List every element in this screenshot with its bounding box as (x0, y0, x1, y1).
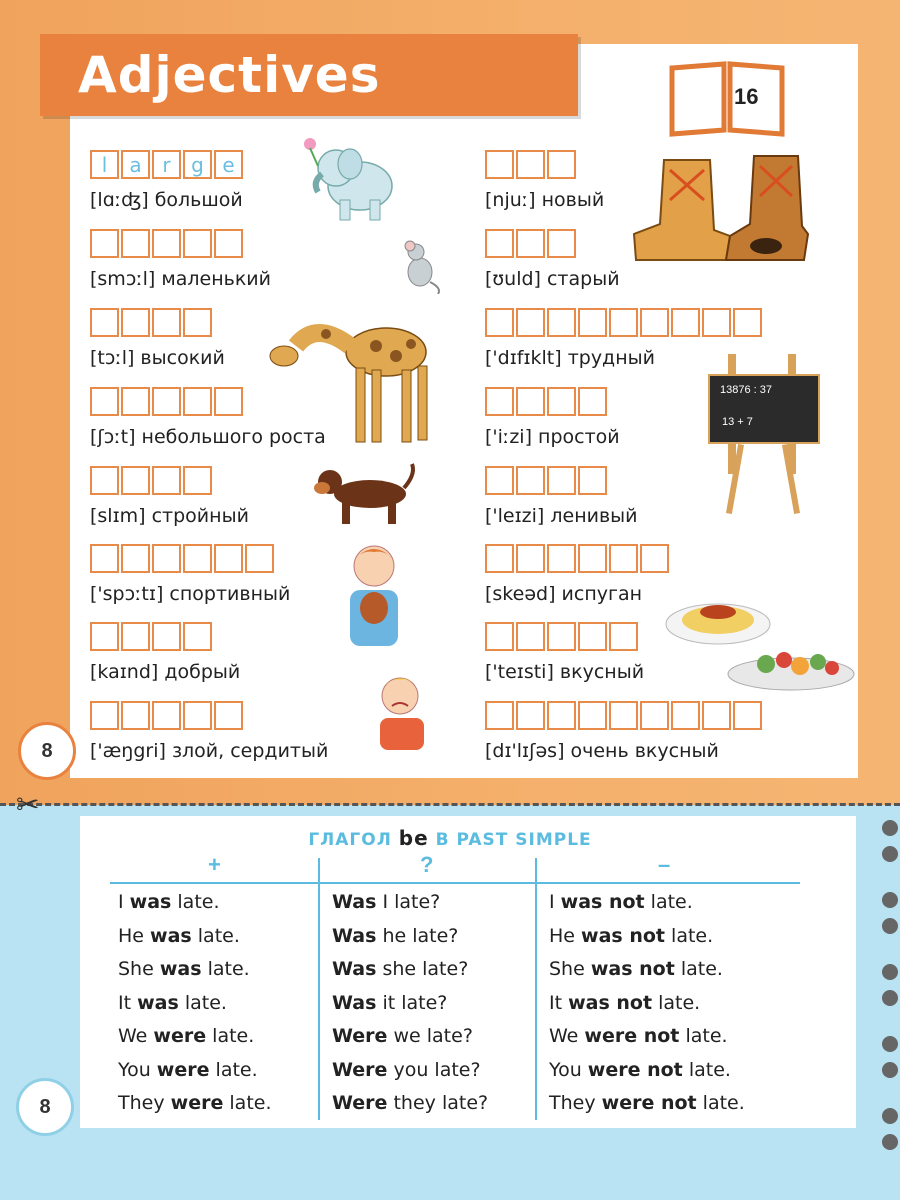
verb: Was (332, 891, 377, 913)
grammar-row (118, 1020, 272, 1054)
letter-box[interactable] (183, 229, 212, 258)
left-word-entry (90, 622, 240, 683)
letter-box[interactable] (578, 387, 607, 416)
scissors-icon: ✂ (16, 788, 40, 821)
letter-box[interactable] (183, 544, 212, 573)
subject: You (118, 1058, 151, 1081)
letter-box[interactable] (214, 544, 243, 573)
complement: late. (212, 1025, 255, 1047)
letter-box[interactable] (121, 701, 150, 730)
grammar-row (549, 1087, 745, 1121)
question-rest: he late? (382, 924, 459, 947)
grammar-row (118, 1087, 272, 1121)
complement: late. (702, 1092, 745, 1114)
letter-boxes (485, 150, 604, 179)
subject: I (118, 891, 124, 913)
letter-box[interactable] (702, 701, 731, 730)
transcription-label: ['teɪsti] вкусный (485, 661, 645, 683)
left-word-entry (90, 150, 245, 211)
grammar-title-verb: be (398, 826, 429, 850)
letter-box[interactable]: g (183, 150, 212, 179)
binder-hole (882, 892, 898, 908)
letter-box[interactable] (547, 466, 576, 495)
letter-box[interactable] (485, 308, 514, 337)
complement: late. (184, 991, 227, 1014)
letter-boxes (485, 229, 620, 258)
letter-box[interactable] (516, 466, 545, 495)
letter-box[interactable] (485, 701, 514, 730)
letter-box[interactable] (152, 622, 181, 651)
question-column (332, 886, 488, 1121)
letter-boxes (90, 622, 240, 651)
right-word-entry (485, 387, 620, 448)
complement: late. (177, 891, 220, 913)
verb: were not (584, 1025, 680, 1047)
grammar-row (549, 1020, 745, 1054)
letter-box[interactable] (183, 308, 212, 337)
letter-boxes (485, 544, 671, 573)
binder-hole (882, 964, 898, 980)
grammar-row (332, 1054, 488, 1088)
book-number: 16 (734, 84, 759, 109)
question-rest: she late? (382, 958, 469, 980)
letter-box[interactable] (733, 308, 762, 337)
letter-box[interactable] (578, 544, 607, 573)
column-divider (318, 858, 320, 1120)
letter-box[interactable] (516, 308, 545, 337)
letter-box[interactable] (516, 229, 545, 258)
letter-box[interactable] (90, 387, 119, 416)
letter-box[interactable] (547, 701, 576, 730)
negative-column-header: – (658, 852, 671, 877)
letter-box[interactable] (516, 544, 545, 573)
letter-box[interactable] (90, 544, 119, 573)
letter-boxes (90, 466, 249, 495)
verb: was (150, 924, 192, 947)
letter-box[interactable] (609, 622, 638, 651)
mouse-illustration (398, 238, 444, 294)
subject: He (118, 924, 144, 947)
transcription-label: [dɪ'lɪʃəs] очень вкусный (485, 740, 719, 762)
letter-box[interactable] (121, 229, 150, 258)
giraffe-illustration (266, 290, 442, 446)
verb: was (129, 891, 172, 913)
letter-boxes (485, 387, 620, 416)
question-column-header: ? (420, 852, 434, 877)
letter-box[interactable] (152, 229, 181, 258)
letter-box[interactable] (245, 544, 274, 573)
grammar-row (118, 987, 272, 1021)
subject: You (549, 1058, 582, 1081)
transcription-label: ['spɔːtɪ] спортивный (90, 583, 291, 605)
grammar-row (332, 987, 488, 1021)
transcription-label: [tɔːl] высокий (90, 347, 225, 369)
left-word-entry (90, 544, 290, 605)
letter-box[interactable] (183, 387, 212, 416)
binder-hole (882, 990, 898, 1006)
grammar-row (332, 953, 488, 987)
transcription-label: [lɑːʤ] большой (90, 189, 243, 211)
subject: We (118, 1025, 148, 1047)
letter-boxes (90, 229, 271, 258)
left-word-entry (90, 308, 225, 369)
complement: late. (680, 958, 723, 980)
letter-boxes (90, 701, 328, 730)
letter-box[interactable]: l (90, 150, 119, 179)
binder-hole (882, 820, 898, 836)
question-rest: they late? (393, 1092, 489, 1114)
pasta-plate-illustration (664, 590, 772, 648)
page-title: Adjectives (78, 46, 381, 104)
letter-box[interactable] (547, 387, 576, 416)
verb: Was (332, 958, 377, 980)
binder-hole (882, 846, 898, 862)
letter-box[interactable] (152, 387, 181, 416)
letter-box[interactable] (121, 308, 150, 337)
letter-box[interactable] (547, 308, 576, 337)
page-number-badge: 8 (18, 722, 76, 780)
letter-box[interactable] (121, 622, 150, 651)
grammar-row (549, 920, 745, 954)
letter-box[interactable] (640, 701, 669, 730)
letter-box[interactable] (609, 701, 638, 730)
question-rest: I late? (382, 891, 441, 913)
grammar-row (118, 920, 272, 954)
letter-box[interactable] (152, 544, 181, 573)
letter-box[interactable] (152, 308, 181, 337)
subject: We (549, 1025, 579, 1047)
grammar-row (549, 1054, 745, 1088)
blackboard-illustration (708, 368, 818, 518)
transcription-label: [ʊuld] старый (485, 268, 620, 290)
letter-box[interactable] (90, 466, 119, 495)
question-rest: you late? (393, 1058, 481, 1081)
letter-box[interactable] (485, 544, 514, 573)
letter-box[interactable] (121, 466, 150, 495)
transcription-label: [njuː] новый (485, 189, 605, 211)
complement: late. (658, 991, 701, 1014)
letter-box[interactable] (90, 308, 119, 337)
complement: late. (688, 1058, 731, 1081)
binder-hole (882, 1036, 898, 1052)
letter-box[interactable] (90, 622, 119, 651)
complement: late. (215, 1058, 258, 1081)
right-word-entry (485, 150, 604, 211)
letter-box[interactable] (578, 308, 607, 337)
angry-boy-illustration (370, 668, 434, 752)
boy-with-puppy-illustration (340, 538, 408, 656)
verb: was not (590, 958, 675, 980)
subject: It (549, 991, 563, 1014)
transcription-label: [kaɪnd] добрый (90, 661, 241, 683)
right-word-entry (485, 622, 644, 683)
letter-boxes (485, 701, 764, 730)
grammar-title-suffix: В PAST SIMPLE (435, 830, 592, 850)
table-header-divider (110, 882, 800, 884)
subject: They (118, 1092, 165, 1114)
grammar-row (118, 953, 272, 987)
verb: were (170, 1092, 224, 1114)
verb: were not (587, 1058, 683, 1081)
letter-box[interactable] (547, 544, 576, 573)
grammar-row (549, 953, 745, 987)
salad-plate-illustration (726, 642, 856, 692)
verb: were (153, 1025, 207, 1047)
transcription-label: [slɪm] стройный (90, 505, 249, 527)
letter-box[interactable] (152, 701, 181, 730)
letter-box[interactable] (152, 466, 181, 495)
transcription-label: ['æŋgri] злой, сердитый (90, 740, 329, 762)
letter-boxes (90, 308, 225, 337)
letter-boxes (485, 466, 638, 495)
subject: He (549, 924, 575, 947)
letter-box[interactable] (485, 150, 514, 179)
letter-box[interactable] (578, 701, 607, 730)
boots-illustration (630, 150, 810, 268)
verb: Were (332, 1058, 388, 1081)
letter-box[interactable] (609, 544, 638, 573)
transcription-label: ['iːzi] простой (485, 426, 620, 448)
verb: was not (568, 991, 653, 1014)
complement: late. (671, 924, 714, 947)
dachshund-illustration (312, 458, 418, 528)
letter-box[interactable] (485, 387, 514, 416)
right-word-entry (485, 229, 620, 290)
verb: Were (332, 1025, 388, 1047)
verb: Was (332, 924, 377, 947)
letter-box[interactable] (214, 229, 243, 258)
right-word-entry (485, 466, 638, 527)
letter-box[interactable] (485, 229, 514, 258)
binder-hole (882, 1108, 898, 1124)
letter-box[interactable] (578, 622, 607, 651)
grammar-row (118, 886, 272, 920)
grammar-title-prefix: ГЛАГОЛ (308, 830, 392, 850)
letter-boxes (485, 622, 644, 651)
letter-box[interactable] (90, 229, 119, 258)
grammar-row (118, 1054, 272, 1088)
complement: late. (197, 924, 240, 947)
letter-box[interactable] (578, 466, 607, 495)
grammar-row (332, 1020, 488, 1054)
blackboard-line-2: 13 + 7 (722, 416, 753, 428)
letter-box[interactable] (547, 229, 576, 258)
complement: late. (685, 1025, 728, 1047)
transcription-label: [skeəd] испуган (485, 583, 643, 605)
transcription-label: ['leɪzi] ленивый (485, 505, 638, 527)
verb: Were (332, 1092, 388, 1114)
letter-box[interactable] (547, 622, 576, 651)
letter-box[interactable] (733, 701, 762, 730)
cut-line (0, 803, 900, 806)
letter-box[interactable] (121, 544, 150, 573)
letter-box[interactable] (90, 701, 119, 730)
letter-box[interactable] (183, 622, 212, 651)
question-rest: it late? (382, 991, 448, 1014)
right-word-entry (485, 701, 764, 762)
grammar-row (332, 886, 488, 920)
letter-box[interactable] (121, 387, 150, 416)
letter-boxes (90, 544, 290, 573)
letter-box[interactable] (702, 308, 731, 337)
letter-box[interactable]: a (121, 150, 150, 179)
verb: were (156, 1058, 210, 1081)
verb: was (137, 991, 179, 1014)
negative-column (549, 886, 745, 1121)
verb: Was (332, 991, 377, 1014)
grammar-row (549, 886, 745, 920)
letter-box[interactable] (640, 308, 669, 337)
subject: They (549, 1092, 596, 1114)
letter-box[interactable] (547, 150, 576, 179)
letter-box[interactable]: e (214, 150, 243, 179)
positive-column-header: + (208, 852, 221, 877)
letter-box[interactable] (671, 701, 700, 730)
question-rest: we late? (393, 1025, 473, 1047)
grammar-row (549, 987, 745, 1021)
grammar-title (0, 826, 900, 850)
subject: It (118, 991, 132, 1014)
letter-box[interactable] (671, 308, 700, 337)
complement: late. (207, 958, 250, 980)
letter-box[interactable] (214, 387, 243, 416)
left-word-entry (90, 701, 328, 762)
letter-box[interactable] (640, 544, 669, 573)
subject: She (118, 958, 154, 980)
letter-box[interactable] (183, 466, 212, 495)
page-number-badge-bottom: 8 (16, 1078, 74, 1136)
grammar-row (332, 920, 488, 954)
grammar-row (332, 1087, 488, 1121)
transcription-label: [smɔːl] маленький (90, 268, 271, 290)
letter-box[interactable] (214, 701, 243, 730)
binder-hole (882, 1134, 898, 1150)
complement: late. (229, 1092, 272, 1114)
letter-box[interactable] (609, 308, 638, 337)
left-word-entry (90, 466, 249, 527)
open-book-icon (668, 60, 786, 138)
binder-hole (882, 918, 898, 934)
complement: late. (650, 891, 693, 913)
letter-box[interactable] (516, 387, 545, 416)
letter-box[interactable] (516, 150, 545, 179)
elephant-illustration (298, 134, 406, 224)
left-word-entry (90, 229, 271, 290)
column-divider (535, 858, 537, 1120)
letter-box[interactable] (485, 622, 514, 651)
letter-box[interactable]: r (152, 150, 181, 179)
right-word-entry (485, 544, 671, 605)
positive-column (118, 886, 272, 1121)
verb: was (159, 958, 202, 980)
transcription-label: [ʃɔːt] небольшого роста (90, 426, 326, 448)
binder-holes (882, 820, 900, 1160)
blackboard-line-1: 13876 : 37 (720, 384, 772, 396)
verb: were not (601, 1092, 697, 1114)
verb: was not (581, 924, 665, 947)
subject: She (549, 958, 585, 980)
verb: was not (560, 891, 645, 913)
letter-box[interactable] (485, 466, 514, 495)
right-word-entry (485, 308, 764, 369)
letter-box[interactable] (183, 701, 212, 730)
subject: I (549, 891, 555, 913)
letter-boxes (90, 150, 245, 179)
transcription-label: ['dɪfɪklt] трудный (485, 347, 655, 369)
letter-boxes (485, 308, 764, 337)
letter-box[interactable] (516, 622, 545, 651)
letter-box[interactable] (516, 701, 545, 730)
binder-hole (882, 1062, 898, 1078)
